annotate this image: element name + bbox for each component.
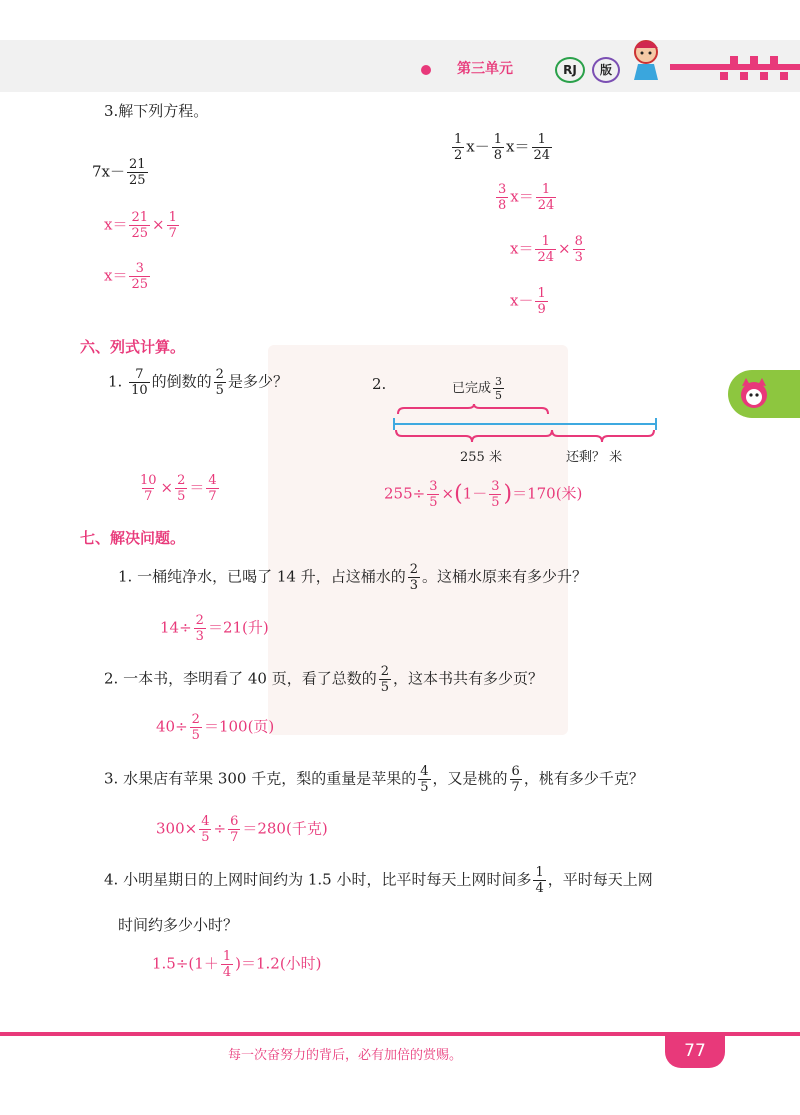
header-decoration: [0, 40, 800, 92]
cartoon-girl-icon: [620, 34, 670, 84]
s6-p2-right-label: 还剩？ 米: [566, 450, 623, 465]
rj-label: RJ: [563, 63, 577, 77]
ban-label: 版: [599, 63, 612, 77]
eq2: $\frac{1}{2}$ x－ $\frac{1}{8}$ x＝ $\frac{1}{24}$: [454, 132, 551, 163]
page-number: 77: [684, 1041, 706, 1061]
section-6-title: 六、列式计算。: [80, 338, 186, 356]
s7-q4-answer: 1.5÷(1＋ $\frac{1}{4}$ )＝1.2(小时): [152, 949, 322, 980]
ban-badge: [592, 57, 620, 83]
s7-q1-answer: 14÷ $\frac{2}{3}$ ＝21(升): [160, 613, 269, 644]
eq1-frac: $\frac{21}{25}$: [129, 157, 146, 188]
s6-p2-top-label: 已完成 $\frac{3}{5}$: [452, 375, 503, 402]
s7-q3: 3. 水果店有苹果 300 千克，梨的重量是苹果的 $\frac{4}{5}$ ，又是桃的 $\frac{6}{7}$ ，桃有多少千克？: [104, 764, 644, 795]
eq2-step3: x－ $\frac{1}{9}$: [510, 286, 546, 317]
footer-motto: 每一次奋努力的背后，必有加倍的赏赐。: [228, 1048, 463, 1063]
eq1: [92, 158, 150, 187]
s7-q4-line2: 时间约多少小时？: [118, 916, 239, 934]
s7-q2-answer: 40÷ $\frac{2}{5}$ ＝100(页): [156, 712, 275, 743]
fox-mascot-icon: [736, 376, 772, 412]
s7-q3-answer: 300× $\frac{4}{5}$ ÷ $\frac{6}{7}$ ＝280(千克): [156, 814, 328, 845]
unit-title: 第三单元: [457, 61, 513, 77]
rj-badge: [555, 57, 585, 83]
eq1-step2: x＝ $\frac{3}{25}$: [104, 261, 149, 292]
s6-p2-left-label: 255 米: [460, 450, 502, 465]
s7-q4: 4. 小明星期日的上网时间约为 1.5 小时，比平时每天上网时间多 $\frac{1}{4}$ ，平时每天上网: [104, 865, 653, 896]
s6-p2-number: 2.: [372, 375, 387, 393]
eq1-pre: 7x－: [92, 162, 126, 181]
s6-p2-diagram: [390, 400, 662, 450]
page-number-badge: [665, 1034, 725, 1068]
eq1-step1: x＝ $\frac{21}{25}$ × $\frac{1}{7}$: [104, 210, 177, 241]
s6-p1: 1. $\frac{7}{10}$ 的倒数的 $\frac{2}{5}$ 是多少？: [108, 367, 288, 398]
q3-title: 3.解下列方程。: [104, 102, 209, 120]
s7-q2: 2. 一本书，李明看了 40 页，看了总数的 $\frac{2}{5}$ ，这本书共有多少页？: [104, 664, 544, 695]
eq2-step1: $\frac{3}{8}$ x＝ $\frac{1}{24}$: [498, 182, 555, 213]
s7-q1: 1. 一桶纯净水，已喝了 14 升，占这桶水的 $\frac{2}{3}$ 。这桶水原来有多少升？: [118, 562, 588, 593]
s6-p1-answer: $\frac{10}{7}$ × $\frac{2}{5}$ ＝ $\frac{4}{7}$: [140, 473, 217, 504]
eq2-step2: x＝ $\frac{1}{24}$ × $\frac{8}{3}$: [510, 234, 583, 265]
s6-p2-answer: 255÷ $\frac{3}{5}$ ×(1－ $\frac{3}{5}$ )＝170(米): [384, 479, 583, 510]
section-7-title: 七、解决问题。: [80, 529, 186, 547]
